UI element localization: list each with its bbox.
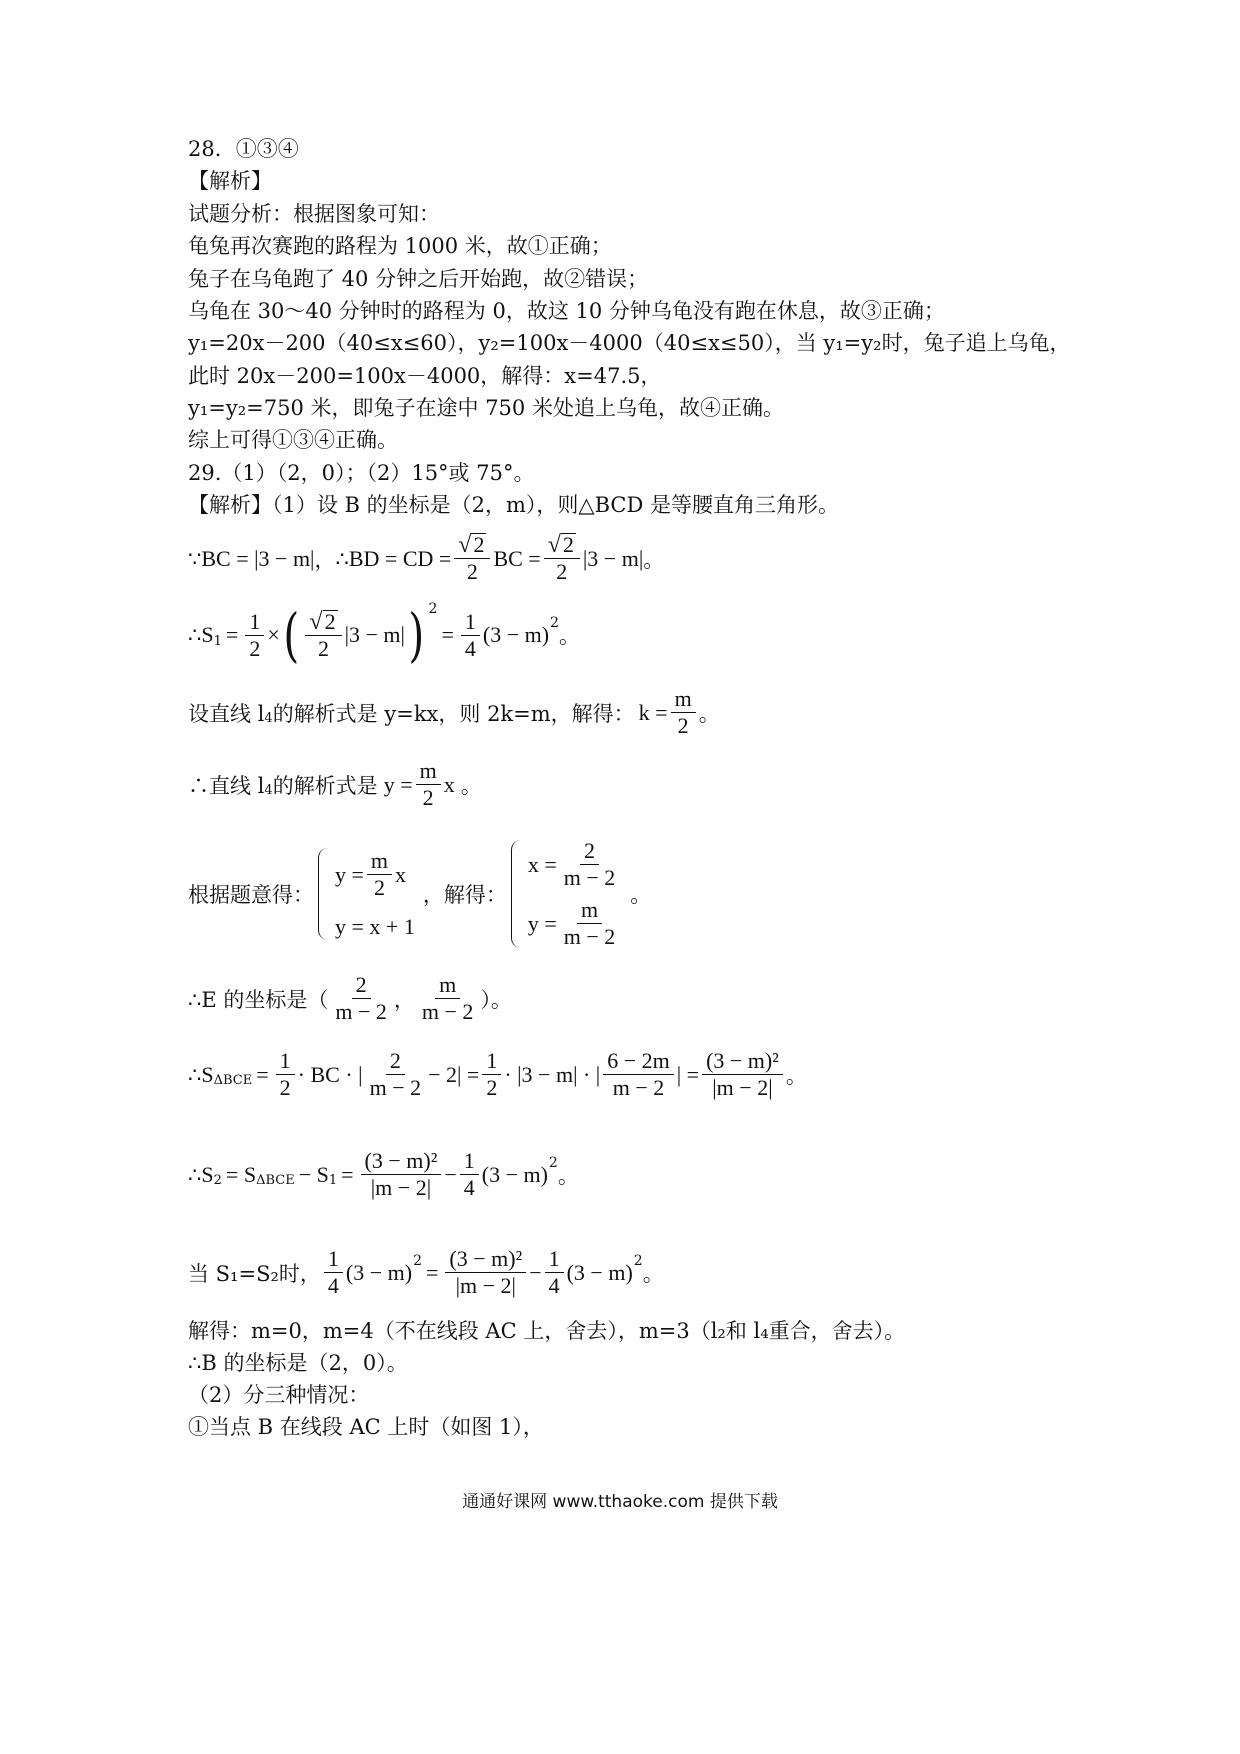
text-line: 试题分析：根据图象可知：	[188, 202, 440, 226]
text-line: 此时 20x－200=100x－4000，解得：x=47.5，	[188, 364, 662, 388]
equation-line-l4: ∴直线 l 4 的解析式是 y = $\frac{m}{2}$ x 。	[188, 758, 482, 810]
equation-line-l4-k: 设直线 l 4 的解析式是 y=kx，则 2k=m，解得： k = $\frac{m}{2}$ 。	[188, 686, 720, 738]
text-line: 兔子在乌龟跑了 40 分钟之后开始跑，故②错误；	[188, 267, 649, 291]
text-line: 【解析】（1）设 B 的坐标是（2，m），则△BCD 是等腰直角三角形。	[188, 493, 839, 517]
text-line: ∴B 的坐标是（2，0）。	[188, 1351, 408, 1375]
equation-s1-equals-s2: 当 S₁=S₂时， $\frac{1}{4}$ (3 − m) 2 = $\frac{\text{(3 − m)²}}{|m - 2|}$ − $\frac{1}{4}$ (3 − m) 2 。	[188, 1246, 664, 1298]
equation-system: 根据题意得： y = $\frac{m}{2}$ x y = x + 1 ，解得： x = $\frac{2}{m - 2}$ y = $\frac{m}{m - 2}$ 。	[188, 838, 652, 949]
text-line: ①当点 B 在线段 AC 上时（如图 1），	[188, 1415, 544, 1439]
text-line: （2）分三种情况：	[188, 1383, 370, 1407]
problem-28-heading: 28．①③④	[188, 137, 299, 161]
equation-bc-bd: ∵ BC = |3 − m| ， ∴ BD = CD = √ 2 2 BC = √ 2 2 |3 − m| 。	[188, 532, 665, 584]
equation-s-bce: ∴ S ΔBCE = $\frac{1}{2}$ · BC · | $\frac{2}{m - 2}$ − 2| = $\frac{1}{2}$ · |3 − m| · | $\frac{6 - 2m}{m - 2}$ | = $\frac{\text{(3 − m)²}}{|m - 2|}$ 。	[188, 1048, 807, 1100]
equation-s2: ∴ S 2 = S ΔBCE − S 1 = $\frac{\text{(3 − m)²}}{|m - 2|}$ − $\frac{1}{4}$ (3 − m) 2 。	[188, 1148, 579, 1200]
text-line: y₁=y₂=750 米，即兔子在途中 750 米处追上乌龟，故④正确。	[188, 396, 784, 420]
text-line: 综上可得①③④正确。	[188, 428, 398, 452]
analysis-tag: 【解析】	[188, 169, 272, 193]
page-footer: 通通好课网 www.tthaoke.com 提供下载	[462, 1492, 778, 1512]
text-line: 乌龟在 30～40 分钟时的路程为 0，故这 10 分钟乌龟没有跑在休息，故③正确；	[188, 299, 945, 323]
text-line: 龟兔再次赛跑的路程为 1000 米，故①正确；	[188, 234, 612, 258]
equation-point-e: ∴E 的坐标是（ $\frac{2}{m - 2}$ ， $\frac{m}{m - 2}$ ）。	[188, 972, 512, 1024]
problem-29-heading: 29.（1）（2，0）；（2）15°或 75°。	[188, 461, 535, 485]
text-line: 解得：m=0，m=4（不在线段 AC 上，舍去），m=3（l₂和 l₄重合，舍去）。	[188, 1319, 906, 1343]
text-line: y₁=20x－200（40≤x≤60），y₂=100x－4000（40≤x≤50），当 y₁=y₂时，兔子追上乌龟，	[188, 331, 1071, 355]
equation-s1: ∴ S 1 = $\frac{1}{2}$ × ( √ 2 2 |3 − m| ) 2 = $\frac{1}{4}$ (3 − m) 2 。	[188, 601, 580, 669]
